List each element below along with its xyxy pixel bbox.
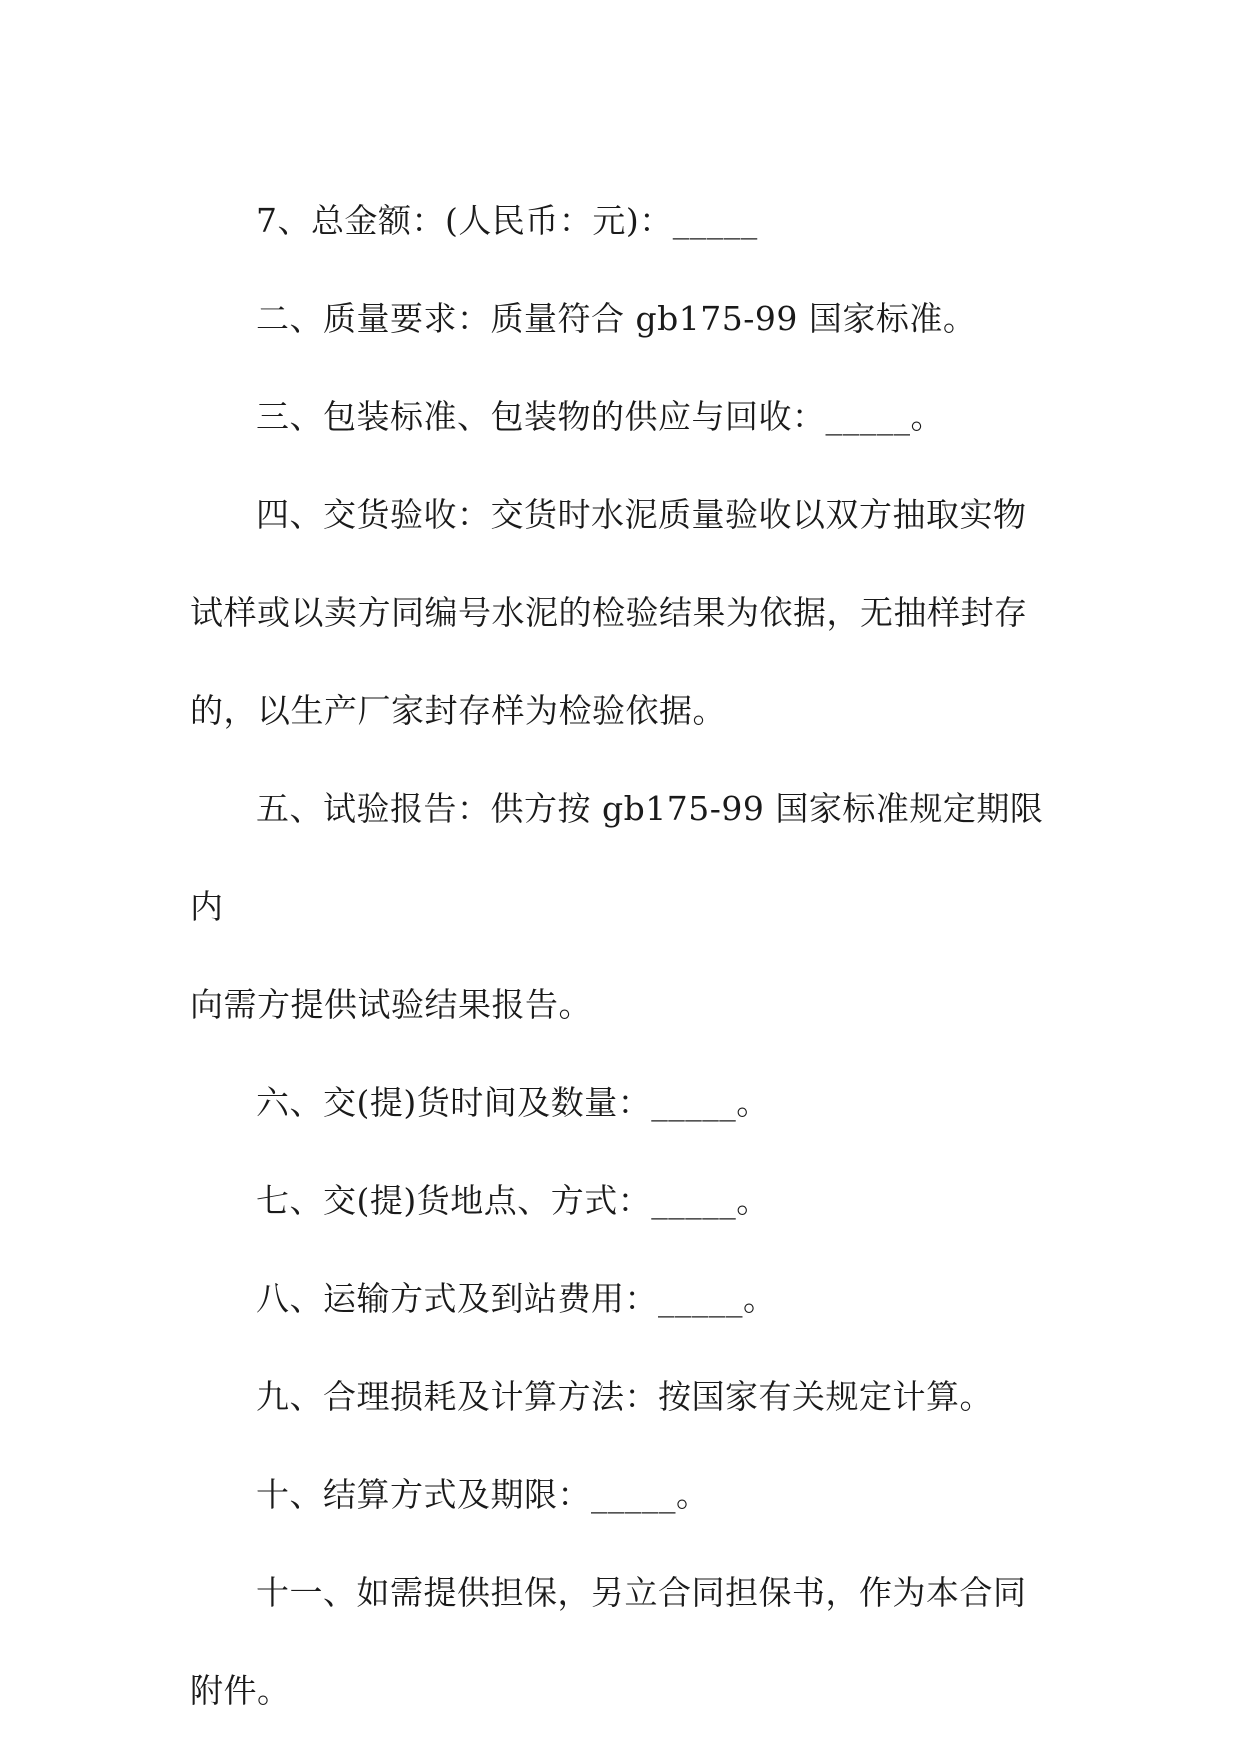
- paragraph-line: 向需方提供试验结果报告。: [190, 985, 592, 1024]
- paragraph-line: 九、合理损耗及计算方法：按国家有关规定计算。: [256, 1377, 993, 1416]
- paragraph-transport: [190, 1250, 1050, 1348]
- paragraph-line: 八、运输方式及到站费用：_____。: [256, 1279, 777, 1318]
- paragraph-quality-requirements: [190, 270, 1050, 368]
- paragraph-line: 七、交(提)货地点、方式：_____。: [256, 1181, 770, 1220]
- paragraph-line: 五、试验报告：供方按 gb175-99 国家标准规定期限内: [190, 789, 1044, 926]
- document-body: [190, 172, 1050, 1740]
- paragraph-line: 六、交(提)货时间及数量：_____。: [256, 1083, 770, 1122]
- paragraph-reasonable-loss: [190, 1348, 1050, 1446]
- paragraph-settlement: [190, 1446, 1050, 1544]
- paragraph-test-report: [190, 760, 1050, 1054]
- paragraph-total-amount: [190, 172, 1050, 270]
- paragraph-delivery-acceptance: [190, 466, 1050, 760]
- paragraph-packaging-standard: [190, 368, 1050, 466]
- paragraph-line: 十一、如需提供担保，另立合同担保书，作为本合同: [256, 1573, 1027, 1612]
- paragraph-line: 试样或以卖方同编号水泥的检验结果为依据，无抽样封存: [190, 593, 1028, 632]
- paragraph-line: 十、结算方式及期限：_____。: [256, 1475, 710, 1514]
- paragraph-guarantee: [190, 1544, 1050, 1740]
- paragraph-line: 二、质量要求：质量符合 gb175-99 国家标准。: [256, 299, 977, 338]
- paragraph-line: 三、包装标准、包装物的供应与回收：_____。: [256, 397, 944, 436]
- paragraph-line: 附件。: [190, 1671, 291, 1710]
- paragraph-delivery-time: [190, 1054, 1050, 1152]
- paragraph-line: 的，以生产厂家封存样为检验依据。: [190, 691, 726, 730]
- paragraph-line: 四、交货验收：交货时水泥质量验收以双方抽取实物: [256, 495, 1027, 534]
- paragraph-delivery-location: [190, 1152, 1050, 1250]
- paragraph-line: 7、总金额：(人民币：元)：_____: [256, 201, 758, 240]
